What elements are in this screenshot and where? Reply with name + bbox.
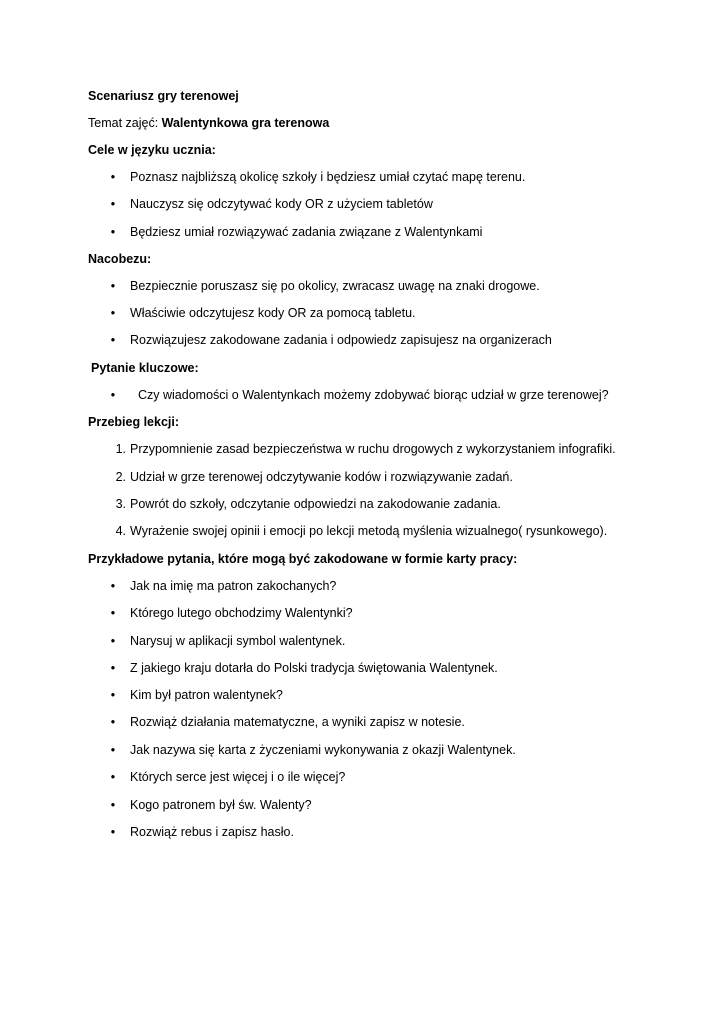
goals-heading: Cele w języku ucznia:: [88, 143, 216, 157]
bullet-marker: •: [110, 333, 116, 347]
topic-value: Walentynkowa gra terenowa: [161, 116, 330, 130]
list-item-text: Bezpiecznie poruszasz się po okolicy, zwracasz uwagę na znaki drogowe.: [130, 279, 540, 293]
list-item-text: Których serce jest więcej i o ile więcej?: [130, 770, 346, 784]
bullet-marker: •: [110, 306, 116, 320]
bullet-marker: •: [110, 825, 116, 839]
list-item-text: Rozwiąż działania matematyczne, a wyniki zapisz w notesie.: [130, 715, 465, 729]
document-title: Scenariusz gry terenowej: [88, 89, 239, 103]
bullet-marker: •: [110, 279, 116, 293]
bullet-marker: •: [110, 606, 116, 620]
bullet-marker: •: [110, 770, 116, 784]
topic-line: [88, 115, 705, 131]
bullet-marker: •: [110, 197, 116, 211]
list-item-text: Będziesz umiał rozwiązywać zadania związane z Walentynkami: [130, 225, 483, 239]
nacobezu-heading: Nacobezu:: [88, 252, 152, 266]
key-question-heading: Pytanie kluczowe:: [91, 361, 199, 375]
topic-label: Temat zajęć:: [88, 116, 162, 130]
list-item-text: Czy wiadomości o Walentynkach możemy zdobywać biorąc udział w grze terenowej?: [138, 388, 609, 402]
bullet-marker: •: [110, 579, 116, 593]
numbered-item-text: Wyrażenie swojej opinii i emocji po lekcji metodą myślenia wizualnego( rysunkowego).: [130, 524, 608, 538]
bullet-marker: •: [110, 743, 116, 757]
list-item-text: Rozwiąż rebus i zapisz hasło.: [130, 825, 294, 839]
list-item-text: Kogo patronem był św. Walenty?: [130, 798, 312, 812]
list-item-text: Nauczysz się odczytywać kody OR z użyciem tabletów: [130, 197, 433, 211]
list-item-text: Właściwie odczytujesz kody OR za pomocą tabletu.: [130, 306, 416, 320]
bullet-marker: •: [110, 715, 116, 729]
bullet-marker: •: [110, 634, 116, 648]
item-number: 3.: [115, 497, 126, 511]
item-number: 1.: [115, 442, 126, 456]
bullet-marker: •: [110, 798, 116, 812]
numbered-item-text: Udział w grze terenowej odczytywanie kodów i rozwiązywanie zadań.: [130, 470, 513, 484]
bullet-marker: •: [110, 661, 116, 675]
list-item-text: Poznasz najbliższą okolicę szkoły i będziesz umiał czytać mapę terenu.: [130, 170, 526, 184]
list-item-text: Jak na imię ma patron zakochanych?: [130, 579, 337, 593]
list-item-text: Kim był patron walentynek?: [130, 688, 283, 702]
lesson-flow-heading: Przebieg lekcji:: [88, 415, 180, 429]
list-item-text: Rozwiązujesz zakodowane zadania i odpowiedz zapisujesz na organizerach: [130, 333, 552, 347]
item-number: 4.: [115, 524, 126, 538]
bullet-marker: •: [110, 388, 116, 402]
list-item-text: Którego lutego obchodzimy Walentynki?: [130, 606, 353, 620]
bullet-marker: •: [110, 688, 116, 702]
bullet-marker: •: [110, 225, 116, 239]
list-item-text: Jak nazywa się karta z życzeniami wykonywania z okazji Walentynek.: [130, 743, 516, 757]
numbered-item-text: Powrót do szkoły, odczytanie odpowiedzi na zakodowanie zadania.: [130, 497, 501, 511]
bullet-marker: •: [110, 170, 116, 184]
item-number: 2.: [115, 470, 126, 484]
list-item-text: Narysuj w aplikacji symbol walentynek.: [130, 634, 346, 648]
list-item-text: Z jakiego kraju dotarła do Polski tradycja świętowania Walentynek.: [130, 661, 498, 675]
numbered-item-text: Przypomnienie zasad bezpieczeństwa w ruchu drogowych z wykorzystaniem infografiki.: [130, 442, 616, 456]
example-questions-heading: Przykładowe pytania, które mogą być zakodowane w formie karty pracy:: [88, 552, 518, 566]
